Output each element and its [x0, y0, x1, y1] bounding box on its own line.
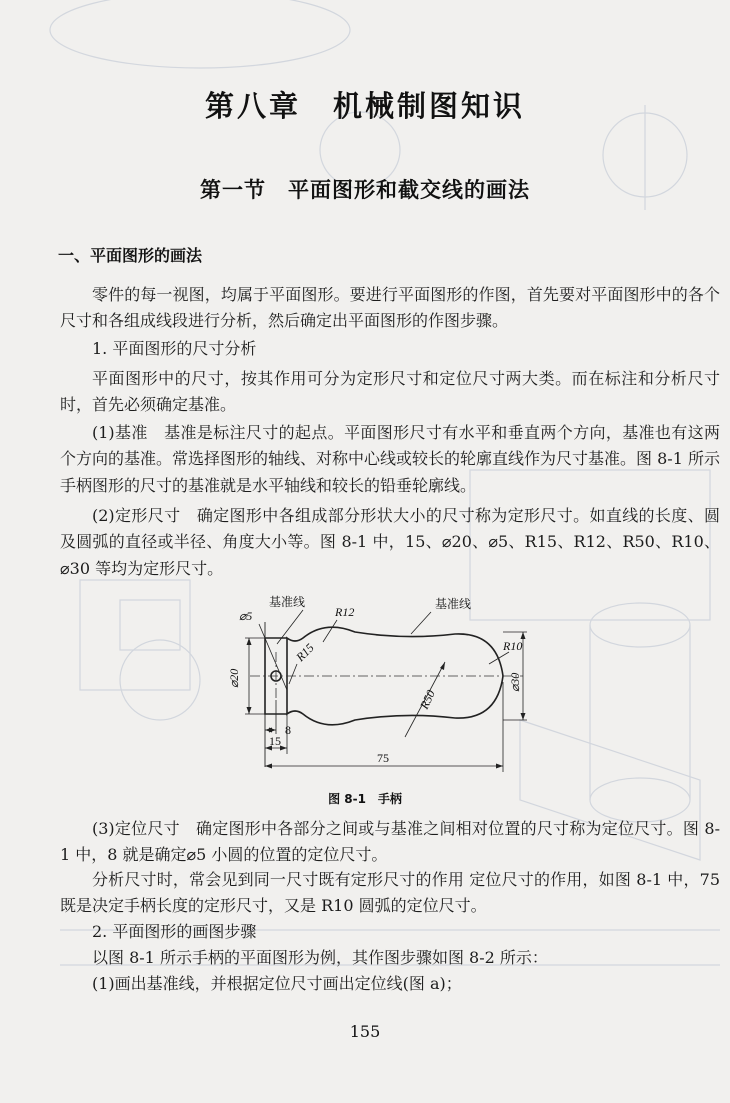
label-r50: R50 — [417, 687, 438, 712]
subheading-dimension-analysis: 1. 平面图形的尺寸分析 — [92, 339, 257, 358]
label-phi30: ⌀30 — [508, 672, 522, 692]
paragraph-dimension-types: 平面图形中的尺寸，按其作用可分为定形尺寸和定位尺寸两大类。而在标注和分析尺寸时，首先必须确定基准。 — [60, 369, 720, 415]
paragraph-intro: 零件的每一视图，均属于平面图形。要进行平面图形的作图，首先要对平面图形中的各个尺寸和各组成线段进行分析，然后确定出平面图形的作图步骤。 — [60, 285, 720, 331]
heading-plane-figures: 一、平面图形的画法 — [58, 246, 203, 265]
label-r15: R15 — [293, 640, 317, 665]
label-datum-right: 基准线 — [435, 597, 472, 611]
label-phi5: ⌀5 — [239, 609, 253, 623]
label-datum-left: 基准线 — [269, 595, 306, 609]
paragraph-dual-role: 分析尺寸时，常会见到同一尺寸既有定形尺寸的作用 定位尺寸的作用，如图 8-1 中，75 既是决定手柄长度的定形尺寸，又是 R10 圆弧的定位尺寸。 — [60, 870, 720, 916]
paragraph-datum: (1)基准 基准是标注尺寸的起点。平面图形尺寸有水平和垂直两个方向，基准也有这两个方向的基准。常选择图形的轴线、对称中心线或较长的轮廓直线作为尺寸基准。图 8-1 所示手柄图形的尺寸的基准就是水平轴线和较长的铅垂轮廓线。 — [60, 423, 720, 495]
step-1: (1)画出基准线，并根据定位尺寸画出定位线(图 a)； — [92, 974, 462, 993]
paragraph-shape-dimensions: (2)定形尺寸 确定图形中各组成部分形状大小的尺寸称为定形尺寸。如直线的长度、圆及圆弧的直径或半径、角度大小等。图 8-1 中，15、⌀20、⌀5、R15、R12、R50、R10、⌀30 等均为定形尺寸。 — [60, 506, 720, 578]
label-dim-15: 15 — [269, 734, 281, 748]
page-number: 155 — [349, 1022, 381, 1041]
label-r12: R12 — [335, 605, 355, 619]
label-phi20: ⌀20 — [227, 668, 241, 688]
chapter-title: 第八章 机械制图知识 — [204, 89, 525, 123]
paragraph-steps-intro: 以图 8-1 所示手柄的平面图形为例，其作图步骤如图 8-2 所示： — [92, 948, 548, 967]
label-dim-75: 75 — [377, 751, 389, 765]
label-dim-8: 8 — [285, 723, 291, 737]
figure-caption: 图 8-1 手柄 — [328, 792, 402, 806]
label-r10: R10 — [503, 639, 523, 653]
figure-handle-drawing — [205, 592, 545, 817]
paragraph-location-dimensions: (3)定位尺寸 确定图形中各部分之间或与基准之间相对位置的尺寸称为定位尺寸。图 8-1 中，8 就是确定⌀5 小圆的位置的定位尺寸。 — [60, 819, 720, 865]
section-title: 第一节 平面图形和截交线的画法 — [200, 178, 530, 202]
subheading-drawing-steps: 2. 平面图形的画图步骤 — [92, 922, 257, 941]
